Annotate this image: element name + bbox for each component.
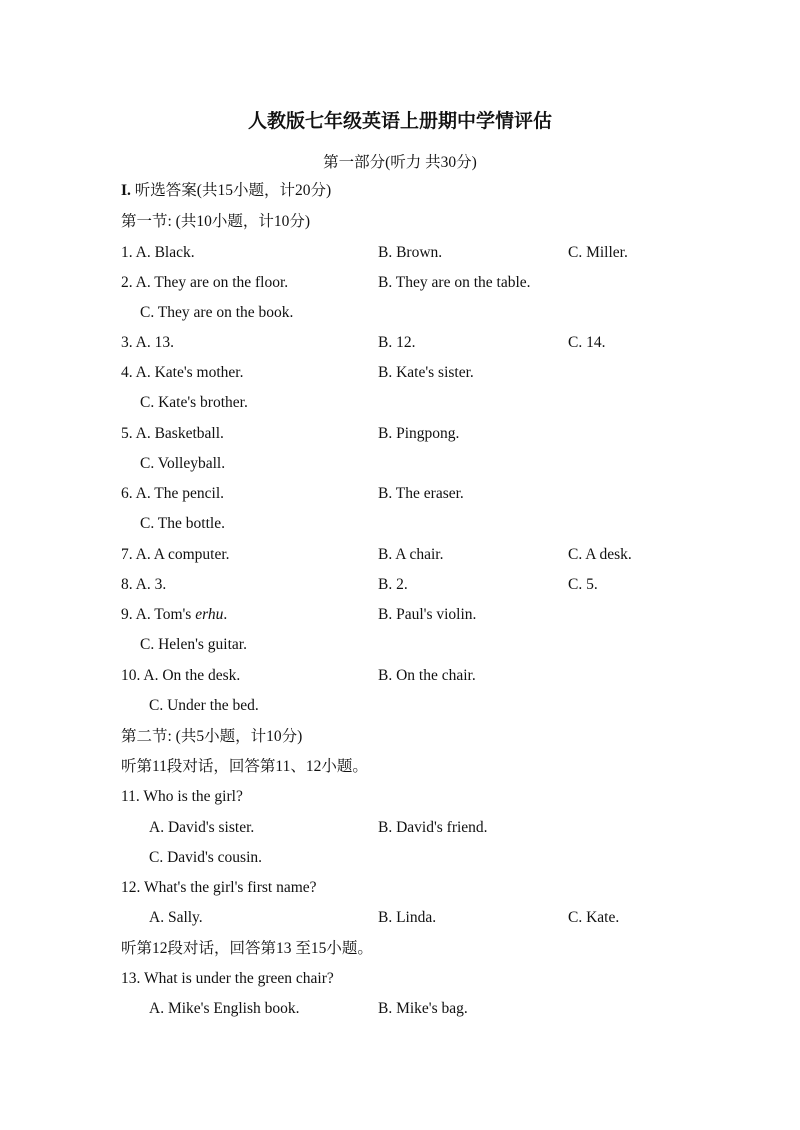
option-b: B. 2.	[378, 576, 408, 593]
option-a: 8. A. 3.	[121, 576, 167, 593]
option-c: C. Helen's guitar.	[140, 636, 247, 653]
question-stem	[0, 786, 800, 808]
option-c: C. Kate.	[568, 909, 620, 926]
question-text: 11. Who is the girl?	[121, 788, 243, 805]
option-b: B. They are on the table.	[378, 274, 531, 291]
question-row	[0, 998, 800, 1020]
question-row-continued	[0, 453, 800, 475]
question-row	[0, 907, 800, 929]
option-a: 7. A. A computer.	[121, 546, 230, 563]
question-row	[0, 272, 800, 294]
option-c: C. Kate's brother.	[140, 394, 248, 411]
option-a: 5. A. Basketball.	[121, 425, 224, 442]
section-title: 听选答案(共15小题，计20分)	[130, 182, 332, 199]
option-b: B. Mike's bag.	[378, 1000, 468, 1017]
option-b: B. David's friend.	[378, 819, 488, 836]
option-b: B. On the chair.	[378, 667, 476, 684]
part-heading: 第一部分(听力 共30分)	[323, 154, 477, 171]
option-c: C. Under the bed.	[149, 697, 259, 714]
option-a: 4. A. Kate's mother.	[121, 364, 244, 381]
option-c: C. A desk.	[568, 546, 632, 563]
instruction-text: 听第11段对话，回答第11、12小题。	[121, 758, 368, 775]
option-c: C. The bottle.	[140, 515, 225, 532]
page-title: 人教版七年级英语上册期中学情评估	[247, 110, 552, 132]
option-c: C. David's cousin.	[149, 849, 263, 866]
option-a	[121, 604, 227, 626]
option-a-italic: erhu	[195, 606, 224, 623]
option-c: C. 14.	[568, 334, 606, 351]
question-row-continued	[0, 847, 800, 869]
question-stem	[0, 877, 800, 899]
option-b: B. 12.	[378, 334, 416, 351]
option-a: A. David's sister.	[149, 819, 255, 836]
option-a: 6. A. The pencil.	[121, 485, 225, 502]
question-row	[0, 362, 800, 384]
question-row-continued	[0, 302, 800, 324]
option-a-suffix: .	[223, 606, 228, 623]
question-text: 12. What's the girl's first name?	[121, 879, 317, 896]
instruction	[0, 938, 800, 960]
section-label	[121, 180, 331, 202]
instruction-text: 听第12段对话，回答第13 至15小题。	[121, 940, 373, 957]
option-a: 2. A. They are on the floor.	[121, 274, 289, 291]
option-b: B. Pingpong.	[378, 425, 460, 442]
option-a: 1. A. Black.	[121, 244, 195, 261]
option-b: B. Linda.	[378, 909, 437, 926]
question-stem	[0, 968, 800, 990]
question-row-continued	[0, 513, 800, 535]
option-b: B. Paul's violin.	[378, 606, 477, 623]
option-b: B. Brown.	[378, 244, 443, 261]
option-b: B. A chair.	[378, 546, 444, 563]
option-c: C. 5.	[568, 576, 598, 593]
question-row	[0, 483, 800, 505]
option-a: A. Mike's English book.	[149, 1000, 300, 1017]
section-heading	[0, 180, 800, 202]
question-row	[0, 544, 800, 566]
question-row	[0, 817, 800, 839]
question-row	[0, 604, 800, 626]
question-row-continued	[0, 392, 800, 414]
option-b: B. The eraser.	[378, 485, 464, 502]
question-row	[0, 242, 800, 264]
question-row	[0, 574, 800, 596]
option-a: A. Sally.	[149, 909, 203, 926]
option-a: 3. A. 13.	[121, 334, 174, 351]
subsection-title: 第一节: (共10小题，计10分)	[121, 213, 311, 230]
question-row-continued	[0, 634, 800, 656]
option-b: B. Kate's sister.	[378, 364, 474, 381]
question-row	[0, 665, 800, 687]
subsection-heading-1	[0, 211, 800, 233]
option-c: C. Volleyball.	[140, 455, 226, 472]
option-c: C. Miller.	[568, 244, 628, 261]
option-c: C. They are on the book.	[140, 304, 294, 321]
section-number: I.	[121, 182, 131, 199]
option-a: 10. A. On the desk.	[121, 667, 241, 684]
question-row	[0, 423, 800, 445]
subsection-title: 第二节: (共5小题，计10分)	[121, 728, 303, 745]
subsection-heading-2	[0, 726, 800, 748]
instruction	[0, 756, 800, 778]
question-row	[0, 332, 800, 354]
question-row-continued	[0, 695, 800, 717]
question-text: 13. What is under the green chair?	[121, 970, 334, 987]
option-a-prefix: 9. A. Tom's	[121, 606, 196, 623]
